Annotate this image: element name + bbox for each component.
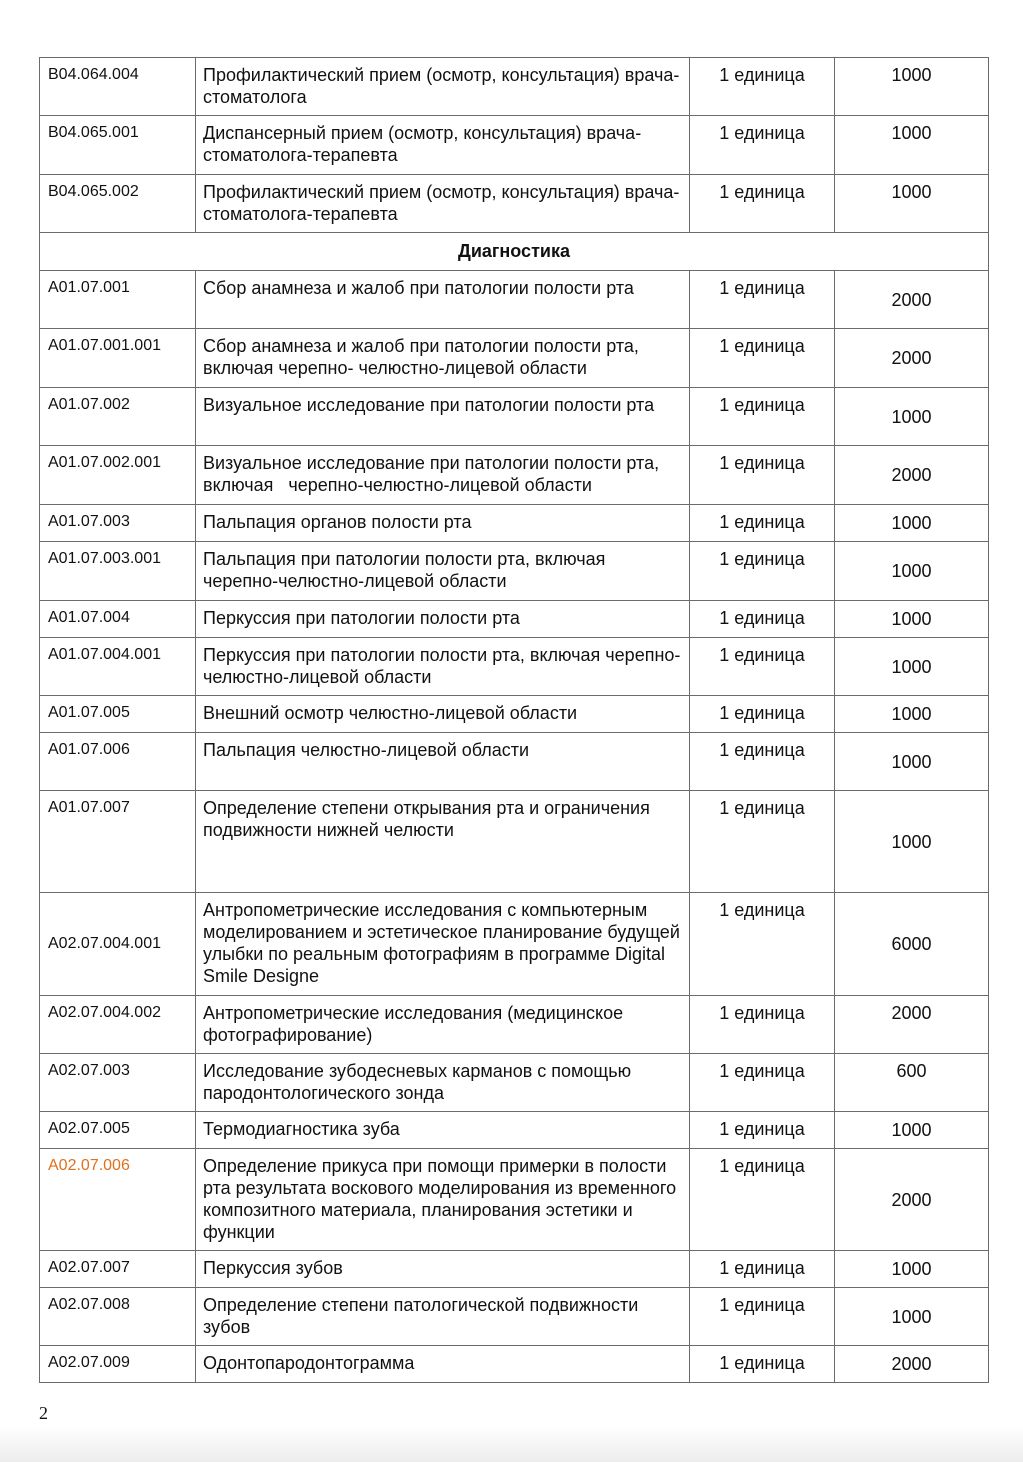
service-code: A02.07.005 — [40, 1112, 196, 1149]
service-code: A02.07.004.002 — [40, 996, 196, 1054]
service-name: Пальпация при патологии полости рта, включая черепно-челюстно-лицевой области — [196, 542, 690, 601]
table-row — [40, 1346, 989, 1383]
service-code: A02.07.007 — [40, 1251, 196, 1288]
service-price: 1000 — [835, 1112, 989, 1149]
table-row — [40, 1251, 989, 1288]
service-unit: 1 единица — [690, 1251, 835, 1288]
service-price: 2000 — [835, 329, 989, 388]
service-price: 6000 — [835, 893, 989, 996]
service-code: A02.07.004.001 — [40, 893, 196, 996]
service-unit: 1 единица — [690, 1288, 835, 1346]
service-name: Диспансерный прием (осмотр, консультация) врача-стоматолога-терапевта — [196, 116, 690, 175]
table-row — [40, 1112, 989, 1149]
service-name: Сбор анамнеза и жалоб при патологии полости рта — [196, 271, 690, 329]
service-unit: 1 единица — [690, 175, 835, 233]
service-code: A01.07.003 — [40, 505, 196, 542]
service-unit: 1 единица — [690, 116, 835, 175]
table-row — [40, 388, 989, 446]
table-row — [40, 329, 989, 388]
service-name: Пальпация органов полости рта — [196, 505, 690, 542]
service-name: Сбор анамнеза и жалоб при патологии полости рта, включая черепно- челюстно-лицевой области — [196, 329, 690, 388]
table-row — [40, 601, 989, 638]
service-name: Внешний осмотр челюстно-лицевой области — [196, 696, 690, 733]
table-row — [40, 996, 989, 1054]
table-row — [40, 446, 989, 505]
service-code: A01.07.007 — [40, 791, 196, 893]
service-unit: 1 единица — [690, 638, 835, 696]
service-unit: 1 единица — [690, 1149, 835, 1251]
service-name: Антропометрические исследования (медицинское фотографирование) — [196, 996, 690, 1054]
service-unit: 1 единица — [690, 505, 835, 542]
service-code: A01.07.002 — [40, 388, 196, 446]
service-unit: 1 единица — [690, 996, 835, 1054]
table-row — [40, 542, 989, 601]
service-price: 2000 — [835, 271, 989, 329]
service-name: Визуальное исследование при патологии полости рта — [196, 388, 690, 446]
table-row — [40, 58, 989, 116]
service-unit: 1 единица — [690, 791, 835, 893]
service-unit: 1 единица — [690, 601, 835, 638]
service-price: 1000 — [835, 388, 989, 446]
service-code: B04.065.001 — [40, 116, 196, 175]
price-table — [39, 57, 989, 1383]
service-price: 1000 — [835, 1251, 989, 1288]
service-name: Определение прикуса при помощи примерки в полости рта результата воскового моделирования из временного композитного материала, планирования эстетики и функции — [196, 1149, 690, 1251]
service-name: Исследование зубодесневых карманов с помощью пародонтологического зонда — [196, 1054, 690, 1112]
service-price: 1000 — [835, 175, 989, 233]
service-unit: 1 единица — [690, 271, 835, 329]
service-code: A02.07.009 — [40, 1346, 196, 1383]
service-name: Профилактический прием (осмотр, консультация) врача-стоматолога — [196, 58, 690, 116]
section-row — [40, 233, 989, 271]
service-unit: 1 единица — [690, 58, 835, 116]
table-row — [40, 791, 989, 893]
service-name: Определение степени патологической подвижности зубов — [196, 1288, 690, 1346]
table-row — [40, 116, 989, 175]
table-row — [40, 271, 989, 329]
service-price: 2000 — [835, 996, 989, 1054]
service-code: A01.07.004.001 — [40, 638, 196, 696]
service-name: Перкуссия при патологии полости рта — [196, 601, 690, 638]
service-name: Профилактический прием (осмотр, консультация) врача-стоматолога-терапевта — [196, 175, 690, 233]
table-row — [40, 1149, 989, 1251]
service-price: 1000 — [835, 791, 989, 893]
service-price: 1000 — [835, 505, 989, 542]
service-price: 1000 — [835, 733, 989, 791]
service-price: 1000 — [835, 542, 989, 601]
service-price: 1000 — [835, 1288, 989, 1346]
section-title: Диагностика — [40, 233, 989, 271]
service-unit: 1 единица — [690, 1112, 835, 1149]
service-price: 600 — [835, 1054, 989, 1112]
service-name: Перкуссия при патологии полости рта, включая черепно-челюстно-лицевой области — [196, 638, 690, 696]
service-name: Антропометрические исследования с компьютерным моделированием и эстетическое планирование будущей улыбки по реальным фотографиям в программе Digital Smile Designe — [196, 893, 690, 996]
service-code: B04.064.004 — [40, 58, 196, 116]
service-code: A01.07.001 — [40, 271, 196, 329]
table-row — [40, 733, 989, 791]
table-row — [40, 505, 989, 542]
service-code: A02.07.008 — [40, 1288, 196, 1346]
service-name: Термодиагностика зуба — [196, 1112, 690, 1149]
service-code-highlighted: A02.07.006 — [40, 1149, 196, 1251]
table-row — [40, 1054, 989, 1112]
service-price: 2000 — [835, 1149, 989, 1251]
service-unit: 1 единица — [690, 1054, 835, 1112]
service-price: 2000 — [835, 446, 989, 505]
table-row — [40, 175, 989, 233]
page-bottom-shade — [0, 1426, 1023, 1462]
service-unit: 1 единица — [690, 542, 835, 601]
service-code: A01.07.006 — [40, 733, 196, 791]
service-code: A01.07.004 — [40, 601, 196, 638]
service-price: 1000 — [835, 601, 989, 638]
service-price: 1000 — [835, 116, 989, 175]
service-name: Визуальное исследование при патологии полости рта, включая черепно-челюстно-лицевой области — [196, 446, 690, 505]
service-unit: 1 единица — [690, 329, 835, 388]
table-row — [40, 638, 989, 696]
service-price: 1000 — [835, 58, 989, 116]
service-name: Определение степени открывания рта и ограничения подвижности нижней челюсти — [196, 791, 690, 893]
service-unit: 1 единица — [690, 696, 835, 733]
page-number: 2 — [39, 1403, 48, 1423]
service-code: A01.07.002.001 — [40, 446, 196, 505]
table-row — [40, 893, 989, 996]
service-unit: 1 единица — [690, 446, 835, 505]
service-name: Одонтопародонтограмма — [196, 1346, 690, 1383]
service-code: B04.065.002 — [40, 175, 196, 233]
table-row — [40, 1288, 989, 1346]
service-code: A01.07.005 — [40, 696, 196, 733]
service-code: A01.07.003.001 — [40, 542, 196, 601]
service-price: 1000 — [835, 638, 989, 696]
service-name: Пальпация челюстно-лицевой области — [196, 733, 690, 791]
service-code: A01.07.001.001 — [40, 329, 196, 388]
service-price: 1000 — [835, 696, 989, 733]
service-unit: 1 единица — [690, 733, 835, 791]
service-name: Перкуссия зубов — [196, 1251, 690, 1288]
service-code: A02.07.003 — [40, 1054, 196, 1112]
table-row — [40, 696, 989, 733]
service-unit: 1 единица — [690, 1346, 835, 1383]
service-price: 2000 — [835, 1346, 989, 1383]
service-unit: 1 единица — [690, 893, 835, 996]
service-unit: 1 единица — [690, 388, 835, 446]
